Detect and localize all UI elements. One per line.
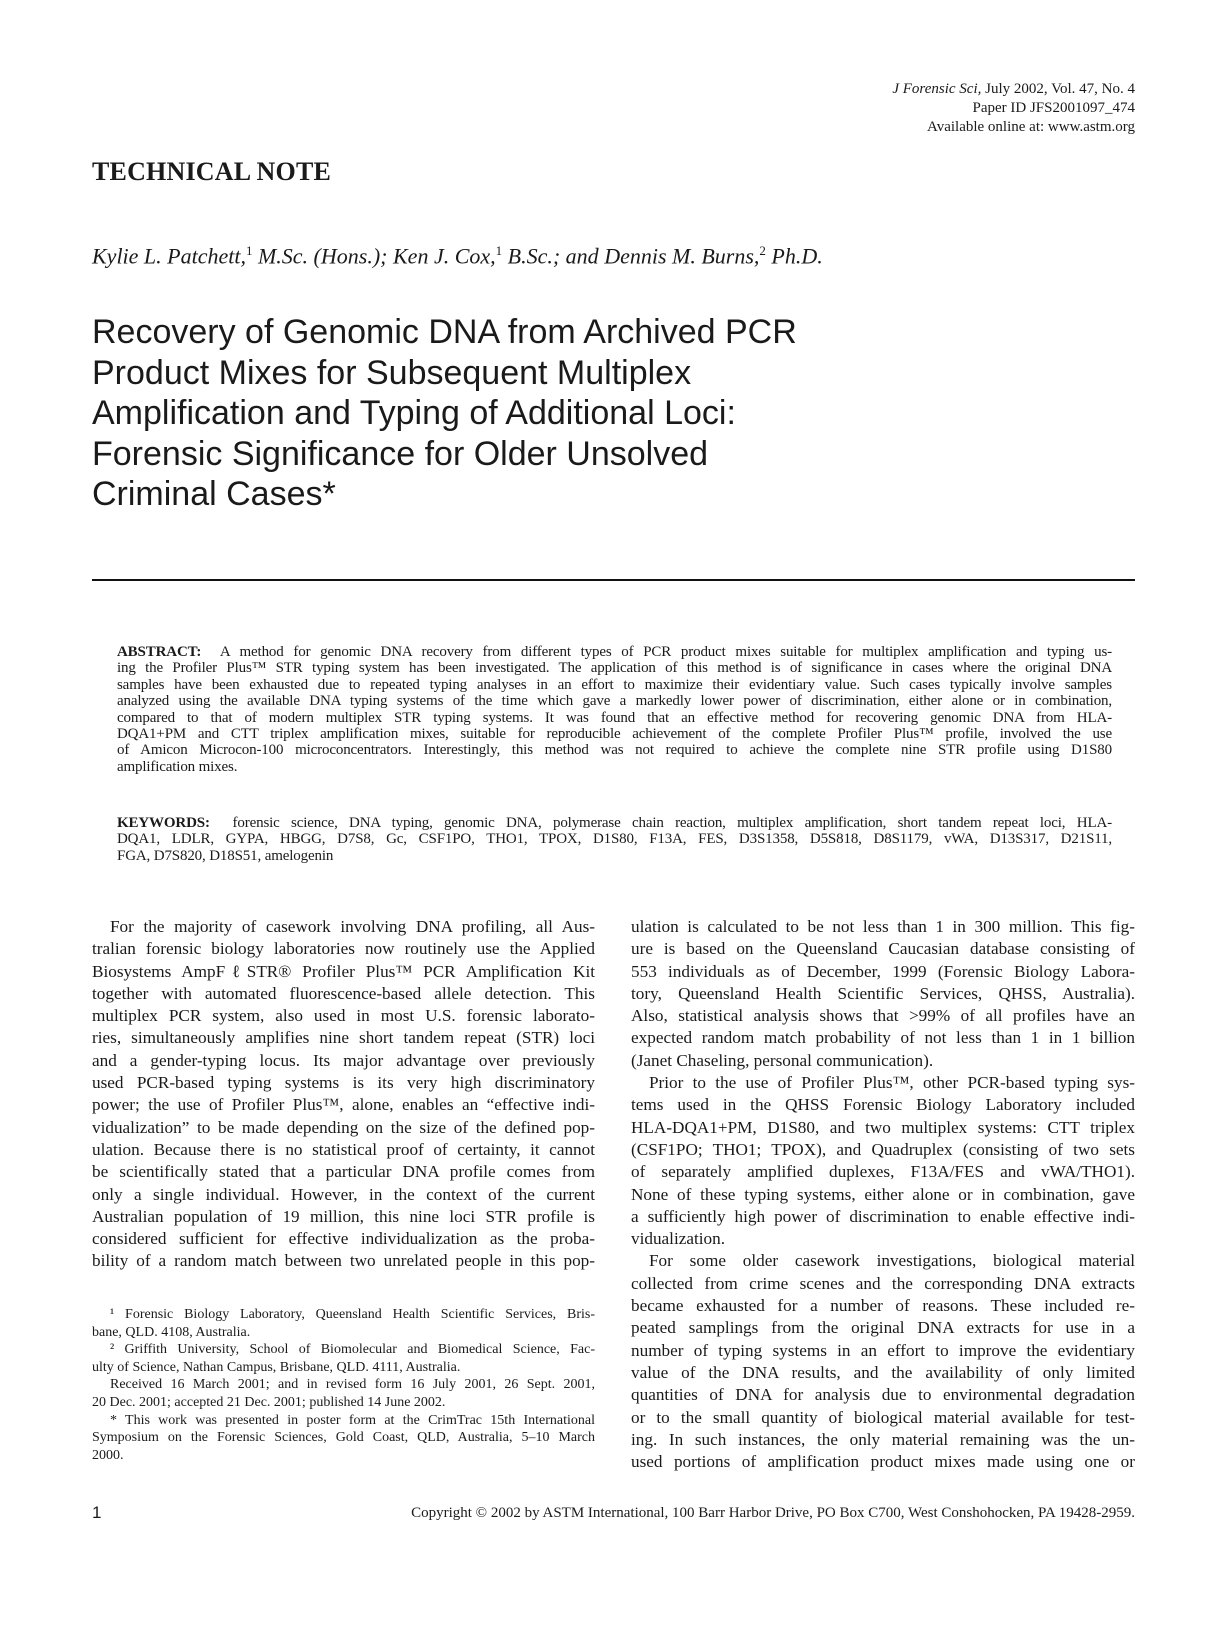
paragraph [92, 1306, 595, 1341]
text-line: collected from crime scenes and the corresponding DNA extracts [631, 1273, 1135, 1293]
journal-name: J Forensic Sci, [892, 81, 982, 97]
author-affiliation: 2 [759, 243, 766, 258]
text-line: vidualization. [631, 1229, 726, 1249]
abstract-line: DQA1+PM and CTT triplex amplification mixes, suitable for reproducible achievement of the complete Profiler Plus™ profile, involved the use [117, 726, 1112, 743]
abstract-line: A method for genomic DNA recovery from different types of PCR product mixes suitable for multiplex amplification and typing us- [219, 644, 1112, 660]
author-name: Ken J. Cox, [393, 243, 496, 269]
paper-title [92, 312, 797, 515]
copyright-notice: Copyright © 2002 by ASTM International, 100 Barr Harbor Drive, PO Box C700, West Conshohocken, PA 19428-2959. [411, 1505, 1135, 1521]
text-line: Also, statistical analysis shows that >99% of all profiles have an [631, 1006, 1135, 1026]
text-line: tems used in the QHSS Forensic Biology Laboratory included [631, 1095, 1135, 1115]
text-line: be scientifically stated that a particular DNA profile comes from [92, 1162, 595, 1182]
text-line: (Janet Chaseling, personal communication). [631, 1050, 934, 1070]
text-line: bility of a random match between two unrelated people in this pop- [92, 1251, 595, 1271]
keywords-line: forensic science, DNA typing, genomic DNA, polymerase chain reaction, multiplex amplification, short tandem repeat loci, HLA- [232, 815, 1112, 831]
text-line: ulty of Science, Nathan Campus, Brisbane, QLD. 4111, Australia. [92, 1359, 461, 1375]
text-line: vidualization” to be made depending on the size of the defined pop- [92, 1117, 595, 1137]
text-line: Prior to the use of Profiler Plus™, other PCR-based typing sys- [649, 1073, 1135, 1093]
paragraph [631, 1072, 1135, 1250]
text-line: ulation. Because there is no statistical proof of certainty, it cannot [92, 1139, 595, 1159]
text-line: quantities of DNA for analysis due to environmental degradation [631, 1385, 1135, 1405]
author-name: Dennis M. Burns, [604, 243, 760, 269]
text-line: expected random match probability of not less than 1 in 1 billion [631, 1028, 1135, 1048]
author-affiliation: 1 [245, 243, 253, 258]
text-line: tory, Queensland Health Scientific Services, QHSS, Australia). [631, 983, 1135, 1003]
text-line: None of these typing systems, either alone or in combination, gave [631, 1184, 1135, 1204]
abstract-line: ing the Profiler Plus™ STR typing system has been investigated. The application of this method is of significance in cases where the original DNA [117, 660, 1112, 677]
title-line: Forensic Significance for Older Unsolved [92, 434, 709, 473]
text-line: For the majority of casework involving DNA profiling, all Aus- [110, 917, 595, 936]
text-line: For some older casework investigations, biological material [649, 1251, 1135, 1271]
text-line: used PCR-based typing systems is its very high discriminatory [92, 1073, 595, 1093]
body-column-left [92, 916, 595, 1273]
title-line: Recovery of Genomic DNA from Archived PCR [92, 313, 797, 351]
text-line: or to the small quantity of biological material available for test- [631, 1407, 1135, 1427]
text-line: 20 Dec. 2001; accepted 21 Dec. 2001; published 14 June 2002. [92, 1394, 446, 1410]
abstract [117, 644, 1112, 775]
abstract-label: ABSTRACT: [117, 644, 202, 660]
text-line: considered sufficient for effective individualization as the proba- [92, 1229, 595, 1249]
text-line: of separately amplified duplexes, F13A/FES and vWA/THO1). [631, 1162, 1135, 1182]
paragraph [631, 916, 1135, 1072]
text-line: ing. In such instances, the only material remaining was the un- [631, 1429, 1135, 1449]
keywords [117, 815, 1112, 864]
text-line: Biosystems AmpFℓSTR® Profiler Plus™ PCR Amplification Kit [92, 961, 595, 981]
text-line: power; the use of Profiler Plus™, alone, enables an “effective indi- [92, 1095, 595, 1115]
title-divider [92, 579, 1135, 581]
text-line: HLA-DQA1+PM, D1S80, and two multiplex systems: CTT triplex [631, 1117, 1135, 1137]
text-line: multiplex PCR system, also used in most U.S. forensic laborato- [92, 1006, 595, 1026]
abstract-line: analyzed using the available DNA typing systems of the time which gave a markedly lower power of discrimination, either alone or in combination, [117, 693, 1112, 710]
text-line: Received 16 March 2001; and in revised form 16 July 2001, 26 Sept. 2001, [110, 1377, 595, 1393]
section-label: TECHNICAL NOTE [92, 157, 332, 186]
author-list [92, 243, 823, 269]
text-line: ¹ Forensic Biology Laboratory, Queensland Health Scientific Services, Bris- [110, 1307, 595, 1322]
title-line: Amplification and Typing of Additional Loci: [92, 394, 736, 432]
paragraph [92, 1376, 595, 1411]
text-line: ries, simultaneously amplifies nine short tandem repeat (STR) loci [92, 1028, 595, 1048]
text-line: Symposium on the Forensic Sciences, Gold Coast, QLD, Australia, 5–10 March [92, 1430, 595, 1446]
text-line: used portions of amplification product mixes made using one or [631, 1452, 1135, 1472]
text-line: became exhausted for a number of reasons. These included re- [631, 1296, 1135, 1316]
abstract-line: of Amicon Microcon-100 microconcentrators. Interestingly, this method was not required to achieve the complete nine STR profile using D1S80 [117, 742, 1112, 759]
abstract-line: compared to that of modern multiplex STR typing systems. It was found that an effective method for recovering genomic DNA from HLA- [117, 709, 1112, 726]
journal-header [892, 80, 1135, 137]
text-line: 2000. [92, 1447, 124, 1463]
text-line: together with automated fluorescence-based allele detection. This [92, 983, 595, 1003]
text-line: ure is based on the Queensland Caucasian database consisting of [631, 939, 1135, 959]
text-line: a sufficiently high power of discrimination to enable effective indi- [631, 1206, 1135, 1226]
page-number: 1 [92, 1503, 102, 1522]
text-line: * This work was presented in poster form at the CrimTrac 15th International [110, 1412, 595, 1428]
keywords-label: KEYWORDS: [117, 815, 210, 831]
text-line: (CSF1PO; THO1; TPOX), and Quadruplex (consisting of two sets [631, 1139, 1135, 1159]
paper-id: Paper ID JFS2001097_474 [972, 100, 1135, 116]
text-line: number of typing systems in an effort to improve the evidentiary [631, 1340, 1135, 1360]
author-degree: Ph.D. [765, 243, 823, 269]
online-availability: Available online at: www.astm.org [926, 119, 1135, 135]
author-degree: B.Sc.; and [502, 243, 605, 269]
text-line: tralian forensic biology laboratories now routinely use the Applied [92, 939, 595, 959]
text-line: only a single individual. However, in the context of the current [92, 1184, 595, 1204]
text-line: and a gender-typing locus. Its major advantage over previously [92, 1050, 595, 1070]
author-affiliation: 1 [495, 243, 503, 258]
paragraph [631, 1250, 1135, 1473]
author-name: Kylie L. Patchett, [92, 243, 246, 269]
text-line: 553 individuals as of December, 1999 (Forensic Biology Labora- [631, 961, 1135, 981]
abstract-line: amplification mixes. [117, 758, 238, 775]
title-line: Criminal Cases* [92, 475, 336, 513]
text-line: value of the DNA results, and the availability of only limited [631, 1362, 1135, 1382]
paragraph [92, 1341, 595, 1376]
paragraph [92, 916, 595, 1273]
keywords-line: DQA1, LDLR, GYPA, HBGG, D7S8, Gc, CSF1PO, THO1, TPOX, D1S80, F13A, FES, D3S1358, D5S818, D8S1179, vWA, D13S317, D21S11, [117, 831, 1112, 848]
text-line: peated samplings from the original DNA extracts for use in a [631, 1318, 1135, 1338]
footnotes [92, 1306, 595, 1464]
author-degree: M.Sc. (Hons.); [252, 243, 393, 269]
text-line: Australian population of 19 million, this nine loci STR profile is [92, 1206, 595, 1226]
text-line: ulation is calculated to be not less than 1 in 300 million. This fig- [631, 917, 1135, 936]
text-line: ² Griffith University, School of Biomolecular and Biomedical Science, Fac- [110, 1342, 595, 1358]
title-line: Product Mixes for Subsequent Multiplex [92, 353, 692, 392]
text-line: bane, QLD. 4108, Australia. [92, 1324, 251, 1340]
abstract-line: samples have been exhausted due to repeated typing analyses in an effort to maximize their evidentiary value. Such cases typically involve samples [117, 676, 1112, 693]
keywords-line: FGA, D7S820, D18S51, amelogenin [117, 847, 334, 864]
paragraph [92, 1412, 595, 1465]
journal-issue: July 2002, Vol. 47, No. 4 [981, 81, 1135, 97]
body-column-right [631, 916, 1135, 1473]
